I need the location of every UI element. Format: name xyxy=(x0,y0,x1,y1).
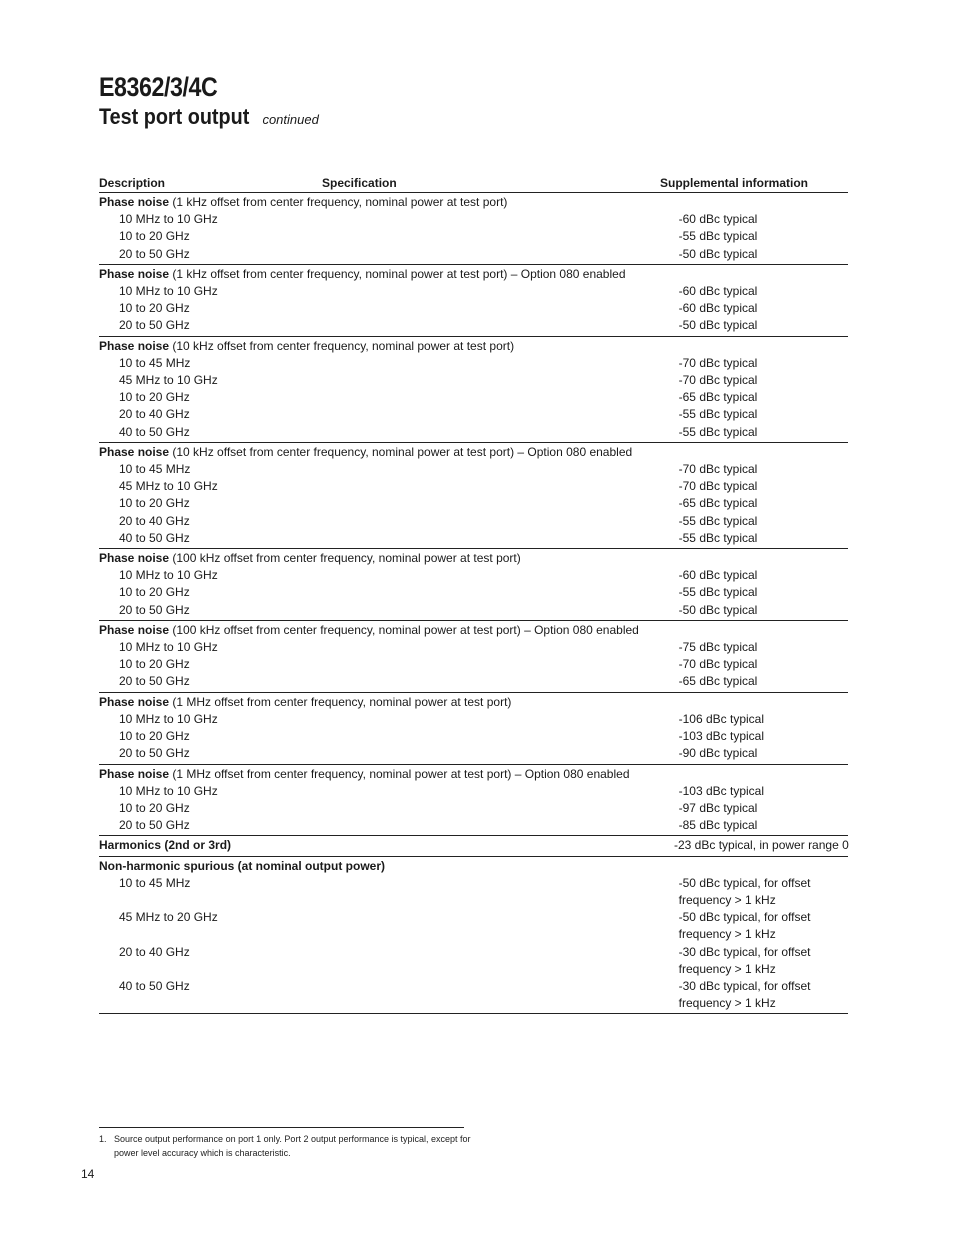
section-heading xyxy=(99,694,674,711)
supplemental-value: -97 dBc typical xyxy=(678,800,758,815)
section-heading xyxy=(99,338,674,355)
table-row xyxy=(99,300,848,317)
continued-label: continued xyxy=(262,112,319,127)
column-header-supplemental: Supplemental information xyxy=(660,176,809,190)
column-header-description: Description xyxy=(99,176,166,190)
section-heading-supplemental: -23 dBc typical, in power range 0 xyxy=(674,838,849,853)
section-heading-row xyxy=(99,194,848,211)
frequency-range: 20 to 50 GHz xyxy=(119,246,190,261)
table-row xyxy=(99,228,848,245)
supplemental-value: -65 dBc typical xyxy=(678,496,758,511)
supplemental-value: -55 dBc typical xyxy=(678,229,758,244)
supplemental-cell xyxy=(679,300,848,317)
supplemental-value: -30 dBc typical, for offset xyxy=(678,944,811,959)
table-row xyxy=(99,875,848,909)
table-row xyxy=(99,478,848,495)
section-detail: (100 kHz offset from center frequency, nominal power at test port) – Option 080 enabled xyxy=(169,622,639,637)
table-row xyxy=(99,530,848,547)
section-label: Phase noise xyxy=(99,266,170,281)
table-row xyxy=(99,602,848,619)
table-row xyxy=(99,944,848,978)
section-heading xyxy=(99,766,674,783)
supplemental-value: -103 dBc typical xyxy=(678,783,765,798)
section-label: Phase noise xyxy=(99,622,170,637)
supplemental-cell xyxy=(679,424,848,441)
supplemental-value: -70 dBc typical xyxy=(678,657,758,672)
table-row xyxy=(99,406,848,423)
supplemental-cell xyxy=(679,317,848,334)
supplemental-value: -106 dBc typical xyxy=(678,711,765,726)
table-section xyxy=(99,265,848,337)
frequency-range: 10 to 20 GHz xyxy=(119,390,190,405)
frequency-range: 10 MHz to 10 GHz xyxy=(119,284,218,299)
supplemental-value: -103 dBc typical xyxy=(678,729,765,744)
table-row xyxy=(99,513,848,530)
frequency-range: 20 to 50 GHz xyxy=(119,746,190,761)
footnote-text: Source output performance on port 1 only. Port 2 output performance is typical, except for power level accuracy which is characteristic. xyxy=(114,1134,471,1158)
supplemental-value: -30 dBc typical, for offset xyxy=(678,978,811,993)
supplemental-value: frequency > 1 kHz xyxy=(678,961,776,976)
supplemental-cell xyxy=(679,639,848,656)
section-label: Harmonics (2nd or 3rd) xyxy=(99,838,232,853)
supplemental-value: -65 dBc typical xyxy=(678,674,758,689)
section-heading xyxy=(99,550,674,567)
frequency-range: 10 MHz to 10 GHz xyxy=(119,711,218,726)
frequency-range: 40 to 50 GHz xyxy=(119,424,190,439)
table-section xyxy=(99,621,848,693)
supplemental-value: -75 dBc typical xyxy=(678,640,758,655)
supplemental-cell xyxy=(679,656,848,673)
section-heading-supplemental xyxy=(674,444,848,461)
frequency-range: 10 to 20 GHz xyxy=(119,729,190,744)
supplemental-value: -50 dBc typical xyxy=(678,246,758,261)
table-row xyxy=(99,656,848,673)
supplemental-cell xyxy=(679,783,848,800)
frequency-range: 20 to 50 GHz xyxy=(119,602,190,617)
footnote-divider xyxy=(99,1127,464,1128)
section-label: Phase noise xyxy=(99,766,170,781)
section-heading-row xyxy=(99,622,848,639)
table-section xyxy=(99,765,848,837)
section-heading-row xyxy=(99,694,848,711)
section-heading-row xyxy=(99,338,848,355)
section-label: Phase noise xyxy=(99,444,170,459)
supplemental-value: -70 dBc typical xyxy=(678,355,758,370)
supplemental-cell xyxy=(679,584,848,601)
table-section xyxy=(99,836,848,856)
page-title: E8362/3/4C xyxy=(99,72,218,102)
supplemental-value: frequency > 1 kHz xyxy=(678,927,776,942)
supplemental-cell xyxy=(679,673,848,690)
supplemental-cell xyxy=(679,372,848,389)
frequency-range: 10 to 20 GHz xyxy=(119,585,190,600)
supplemental-cell xyxy=(679,406,848,423)
table-row xyxy=(99,909,848,943)
supplemental-value: -50 dBc typical xyxy=(678,602,758,617)
frequency-range: 20 to 50 GHz xyxy=(119,674,190,689)
frequency-range: 10 to 20 GHz xyxy=(119,657,190,672)
section-detail: (10 kHz offset from center frequency, nominal power at test port) – Option 080 enabled xyxy=(169,444,633,459)
table-row xyxy=(99,783,848,800)
section-title-text: Test port output xyxy=(99,104,250,129)
supplemental-value: -55 dBc typical xyxy=(678,513,758,528)
table-section xyxy=(99,193,848,265)
frequency-range: 10 to 20 GHz xyxy=(119,800,190,815)
section-heading-supplemental xyxy=(674,858,848,875)
supplemental-cell xyxy=(679,495,848,512)
frequency-range: 45 MHz to 20 GHz xyxy=(119,910,218,925)
frequency-range: 40 to 50 GHz xyxy=(119,530,190,545)
frequency-range: 10 MHz to 10 GHz xyxy=(119,640,218,655)
frequency-range: 45 MHz to 10 GHz xyxy=(119,373,218,388)
supplemental-value: -60 dBc typical xyxy=(678,284,758,299)
section-detail: (10 kHz offset from center frequency, nominal power at test port) xyxy=(169,338,515,353)
section-heading-row xyxy=(99,444,848,461)
section-heading xyxy=(99,444,674,461)
section-heading-row xyxy=(99,766,848,783)
table-section xyxy=(99,549,848,621)
supplemental-cell xyxy=(679,728,848,745)
supplemental-cell xyxy=(679,602,848,619)
section-heading-supplemental xyxy=(674,266,848,283)
frequency-range: 10 MHz to 10 GHz xyxy=(119,568,218,583)
table-row xyxy=(99,584,848,601)
section-detail: (1 MHz offset from center frequency, nominal power at test port) – Option 080 enabled xyxy=(169,766,630,781)
table-row xyxy=(99,211,848,228)
section-heading-row xyxy=(99,266,848,283)
frequency-range: 40 to 50 GHz xyxy=(119,978,190,993)
supplemental-cell xyxy=(679,461,848,478)
supplemental-value: -70 dBc typical xyxy=(678,373,758,388)
section-heading-row xyxy=(99,858,848,875)
supplemental-cell xyxy=(679,228,848,245)
supplemental-cell xyxy=(679,800,848,817)
table-row xyxy=(99,639,848,656)
supplemental-value: -50 dBc typical xyxy=(678,318,758,333)
section-heading-row xyxy=(99,837,848,854)
section-heading xyxy=(99,266,674,283)
table-row xyxy=(99,389,848,406)
supplemental-cell xyxy=(679,513,848,530)
frequency-range: 20 to 40 GHz xyxy=(119,407,190,422)
supplemental-value: -90 dBc typical xyxy=(678,746,758,761)
table-row xyxy=(99,745,848,762)
supplemental-cell xyxy=(679,745,848,762)
table-row xyxy=(99,355,848,372)
section-title xyxy=(99,104,319,130)
section-heading-supplemental xyxy=(674,194,848,211)
section-label: Phase noise xyxy=(99,551,170,566)
supplemental-value: frequency > 1 kHz xyxy=(678,996,776,1011)
frequency-range: 20 to 40 GHz xyxy=(119,944,190,959)
supplemental-cell xyxy=(679,530,848,547)
section-detail: (1 MHz offset from center frequency, nominal power at test port) xyxy=(169,694,512,709)
supplemental-value: -55 dBc typical xyxy=(678,424,758,439)
supplemental-cell xyxy=(679,875,848,909)
supplemental-cell xyxy=(679,389,848,406)
supplemental-value: -70 dBc typical xyxy=(678,462,758,477)
frequency-range: 10 to 20 GHz xyxy=(119,301,190,316)
frequency-range: 10 MHz to 10 GHz xyxy=(119,783,218,798)
section-heading-row xyxy=(99,550,848,567)
section-heading xyxy=(99,858,674,875)
supplemental-value: -55 dBc typical xyxy=(678,530,758,545)
table-section xyxy=(99,693,848,765)
supplemental-cell xyxy=(679,246,848,263)
supplemental-value: -50 dBc typical, for offset xyxy=(678,875,811,890)
section-label: Phase noise xyxy=(99,195,170,209)
section-heading-supplemental xyxy=(674,550,848,567)
frequency-range: 45 MHz to 10 GHz xyxy=(119,479,218,494)
frequency-range: 10 to 45 MHz xyxy=(119,875,191,890)
table-row xyxy=(99,978,848,1012)
frequency-range: 20 to 50 GHz xyxy=(119,818,190,833)
table-row xyxy=(99,567,848,584)
table-row xyxy=(99,283,848,300)
frequency-range: 20 to 50 GHz xyxy=(119,318,190,333)
supplemental-value: -55 dBc typical xyxy=(678,407,758,422)
supplemental-cell xyxy=(679,478,848,495)
frequency-range: 10 to 45 MHz xyxy=(119,462,191,477)
section-heading-supplemental xyxy=(674,622,848,639)
table-row xyxy=(99,372,848,389)
section-detail: (100 kHz offset from center frequency, nominal power at test port) xyxy=(169,551,521,566)
footnote xyxy=(99,1132,479,1160)
table-row xyxy=(99,246,848,263)
table-row xyxy=(99,461,848,478)
table-section xyxy=(99,443,848,549)
table-row xyxy=(99,673,848,690)
section-heading-supplemental xyxy=(674,766,848,783)
table-row xyxy=(99,317,848,334)
supplemental-value: -60 dBc typical xyxy=(678,301,758,316)
section-detail: (1 kHz offset from center frequency, nominal power at test port) – Option 080 enabled xyxy=(169,266,626,281)
table-section xyxy=(99,337,848,443)
frequency-range: 20 to 40 GHz xyxy=(119,513,190,528)
table-row xyxy=(99,424,848,441)
supplemental-value: -55 dBc typical xyxy=(678,585,758,600)
section-label: Phase noise xyxy=(99,694,170,709)
table-header xyxy=(99,175,848,193)
section-heading xyxy=(99,622,674,639)
section-heading xyxy=(99,194,674,211)
section-heading xyxy=(99,837,674,854)
supplemental-cell xyxy=(679,567,848,584)
section-label: Phase noise xyxy=(99,338,170,353)
supplemental-value: frequency > 1 kHz xyxy=(678,892,776,907)
supplemental-value: -70 dBc typical xyxy=(678,479,758,494)
section-label: Non-harmonic spurious (at nominal output power) xyxy=(99,858,385,873)
supplemental-value: -65 dBc typical xyxy=(678,390,758,405)
table-section xyxy=(99,857,848,1015)
frequency-range: 10 to 20 GHz xyxy=(119,229,190,244)
table-row xyxy=(99,711,848,728)
supplemental-cell xyxy=(679,283,848,300)
table-row xyxy=(99,495,848,512)
supplemental-value: -85 dBc typical xyxy=(678,818,758,833)
supplemental-value: -50 dBc typical, for offset xyxy=(678,910,811,925)
supplemental-cell xyxy=(679,978,848,1012)
frequency-range: 10 to 45 MHz xyxy=(119,355,191,370)
page-number: 14 xyxy=(81,1167,95,1181)
table-body xyxy=(99,193,848,1014)
supplemental-cell xyxy=(679,211,848,228)
section-detail: (1 kHz offset from center frequency, nominal power at test port) xyxy=(169,195,508,209)
column-header-specification: Specification xyxy=(322,176,397,190)
supplemental-cell xyxy=(679,909,848,943)
supplemental-value: -60 dBc typical xyxy=(678,568,758,583)
table-row xyxy=(99,728,848,745)
frequency-range: 10 MHz to 10 GHz xyxy=(119,212,218,227)
footnote-number: 1. xyxy=(99,1134,107,1144)
supplemental-value: -60 dBc typical xyxy=(678,212,758,227)
supplemental-cell xyxy=(679,817,848,834)
frequency-range: 10 to 20 GHz xyxy=(119,496,190,511)
section-heading-supplemental xyxy=(674,694,848,711)
table-row xyxy=(99,800,848,817)
supplemental-cell xyxy=(679,711,848,728)
spec-table xyxy=(99,175,848,1014)
supplemental-cell xyxy=(679,944,848,978)
supplemental-cell xyxy=(679,355,848,372)
section-heading-supplemental xyxy=(674,338,848,355)
table-row xyxy=(99,817,848,834)
